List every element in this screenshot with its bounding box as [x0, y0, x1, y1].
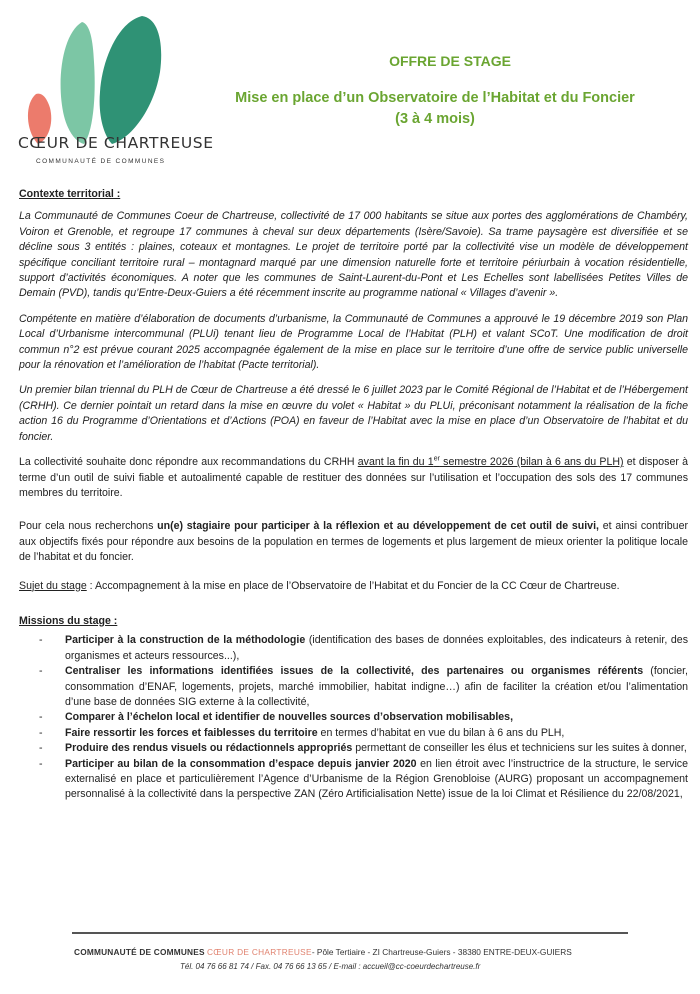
logo-wordmark: CŒUR DE CHARTREUSE: [18, 134, 214, 152]
logo-green-leaf: [100, 16, 162, 144]
mission-bullet: -: [39, 634, 43, 647]
context-paragraph-2: Compétente en matière d’élaboration de documents d’urbanisme, la Communauté de Communes a approuvé le 19 décembre 2019 son Plan Local d’Urbanisme intercommunal (PLUi) tenant lieu de Programme Local de l’Habitat (PLH) et valant SCoT. Une modification de droit commun n°2 est prévue courant 2025 accompagnée également de la mise en place sur le territoire d’une offre de service public universelle pour la rénovation et l’amélioration de l’habitat (Pacte territorial).: [19, 312, 688, 372]
mission-text: en lien étroit avec l’instructrice de la structure, le service externalisé en place et particulièrement l’Agence d’Urbanisme de la Région Grenobloise (AURG) proposant un accompagnement personnalisé à la collectivité dans la perspective ZAN (Zéro Artificialisation Nette) issue de la loi Climat et Résilience du 22/08/2021,: [65, 757, 688, 801]
mission-text: (identification des bases de données exploitables, des indicateurs à retenir, des organismes et acteurs ressources...),: [65, 634, 688, 662]
logo-subtitle: COMMUNAUTÉ DE COMMUNES: [36, 158, 166, 165]
mission-bold: Centraliser les informations identifiées issues de la collectivité, des partenaires ou organismes référents: [65, 665, 644, 678]
footer-address-text: - Pôle Tertiaire - ZI Chartreuse-Guiers - 38380 ENTRE-DEUX-GUIERS: [311, 947, 572, 957]
mission-text: en termes d’habitat en vue du bilan à 6 ans du PLH,: [317, 726, 565, 739]
mission-item: [19, 726, 688, 741]
logo-mint-leaf: [61, 22, 95, 144]
p5-text-a: Pour cela nous recherchons: [19, 520, 158, 533]
missions-list: [19, 633, 688, 802]
p5-bold: un(e) stagiaire pour participer à la réflexion et au développement de cet outil de suivi,: [157, 520, 599, 533]
footer-address: [74, 947, 634, 957]
mission-bullet: -: [39, 742, 43, 755]
footer-brand: CŒUR DE CHARTREUSE: [207, 947, 312, 957]
mission-item: [19, 741, 688, 756]
mission-bullet: -: [39, 757, 43, 770]
context-heading: Contexte territorial :: [19, 188, 121, 200]
offer-subtitle: [200, 88, 670, 130]
document-body: [19, 187, 688, 803]
subject-label: Sujet du stage: [19, 579, 87, 592]
mission-item: [19, 633, 688, 664]
p4-text-a: La collectivité souhaite donc répondre aux recommandations du CRHH: [19, 456, 358, 469]
subject-line: [19, 579, 688, 594]
footer-org: COMMUNAUTÉ DE COMMUNES: [74, 947, 205, 957]
mission-item: [19, 664, 688, 710]
mission-bold: Comparer à l’échelon local et identifier de nouvelles sources d’observation mobilisables,: [65, 711, 514, 724]
subject-text: : Accompagnement à la mise en place de l’Observatoire de l’Habitat et du Foncier de la CC Cœur de Chartreuse.: [86, 579, 620, 592]
mission-item: [19, 710, 688, 725]
offer-subtitle-line-1: Mise en place d’un Observatoire de l’Habitat et du Foncier: [235, 90, 635, 106]
mission-text: permettant de conseiller les élus et techniciens sur les suites à donner,: [352, 742, 687, 755]
p4-deadline-b: semestre 2026 (bilan à 6 ans du PLH): [439, 456, 624, 469]
mission-bold: Faire ressortir les forces et faiblesses du territoire: [65, 726, 318, 739]
context-paragraph-1: La Communauté de Communes Coeur de Chartreuse, collectivité de 17 000 habitants se situe aux portes des agglomérations de Chambéry, Voiron et Grenoble, et regroupe 17 communes à cheval sur deux départements (Isère/Savoie). Sa trame paysagère est diversifiée et se décline sous 3 entités : plaines, coteaux et montagnes. Le projet de territoire porté par la collectivité vise un modèle de développement spécifique conciliant territoire rural – montagnard marqué par une dimension naturelle forte et territoire périurbain à vocation résidentielle, support d’activités économiques. A noter que les communes de Saint-Laurent-du-Pont et Les Echelles sont labellisées Petites Villes de Demain (PVD), tandis qu’Entre-Deux-Guiers a été récemment inscrite au programme national « Villages d’avenir ».: [19, 210, 688, 300]
context-paragraph-3: Un premier bilan triennal du PLH de Cœur de Chartreuse a été dressé le 6 juillet 2023 par le Comité Régional de l’Habitat et de l’Hébergement (CRHH). Ce dernier pointait un retard dans la mise en œuvre du volet « Habitat » du PLUi, préconisant notamment la réalisation de la fiche action 16 du Programme d’Orientations et d’Actions (POA) en faveur de l’Habitat avec la mise en place d’un Observatoire de l’habitat et du foncier.: [19, 384, 688, 443]
offer-subtitle-line-2: (3 à 4 mois): [395, 111, 475, 127]
mission-item: [19, 757, 688, 803]
p4-text-b: et disposer à terme d’un outil de suivi fiable et autoalimenté capable de restituer des données sur l’utilisation et l’occupation des sols des 17 communes membres du territoire.: [19, 456, 688, 499]
p4-deadline-sup: er: [433, 455, 440, 463]
missions-heading: Missions du stage :: [19, 614, 118, 627]
mission-bullet: -: [39, 726, 43, 739]
mission-bullet: -: [39, 711, 43, 724]
context-paragraph-4: [19, 455, 688, 501]
mission-bold: Participer au bilan de la consommation d’espace depuis janvier 2020: [65, 757, 417, 770]
p4-deadline: [358, 456, 624, 468]
mission-bold: Produire des rendus visuels ou rédactionnels appropriés: [65, 742, 353, 755]
mission-bullet: -: [39, 665, 43, 678]
offer-title: OFFRE DE STAGE: [389, 53, 511, 69]
p5-text-b: et ainsi contribuer aux objectifs fixés pour répondre aux besoins de la population en termes de logements et plus largement de mieux orienter la politique locale de l’habitat et du foncier.: [19, 520, 688, 564]
context-paragraph-5: [19, 519, 688, 565]
footer-divider: [72, 932, 628, 934]
footer-contact: Tél. 04 76 66 81 74 / Fax. 04 76 66 13 65 / E-mail : accueil@cc-coeurdechartreuse.fr: [180, 962, 481, 971]
mission-bold: Participer à la construction de la méthodologie: [65, 634, 306, 647]
mission-text: (foncier, consommation d’ENAF, logements, projets, marché immobilier, habitat indigne…) afin de faciliter la création et/ou l’alimentation d’une base de données SIG externe à la collectivité,: [65, 665, 688, 708]
p4-deadline-a: avant la fin du 1: [357, 456, 434, 469]
